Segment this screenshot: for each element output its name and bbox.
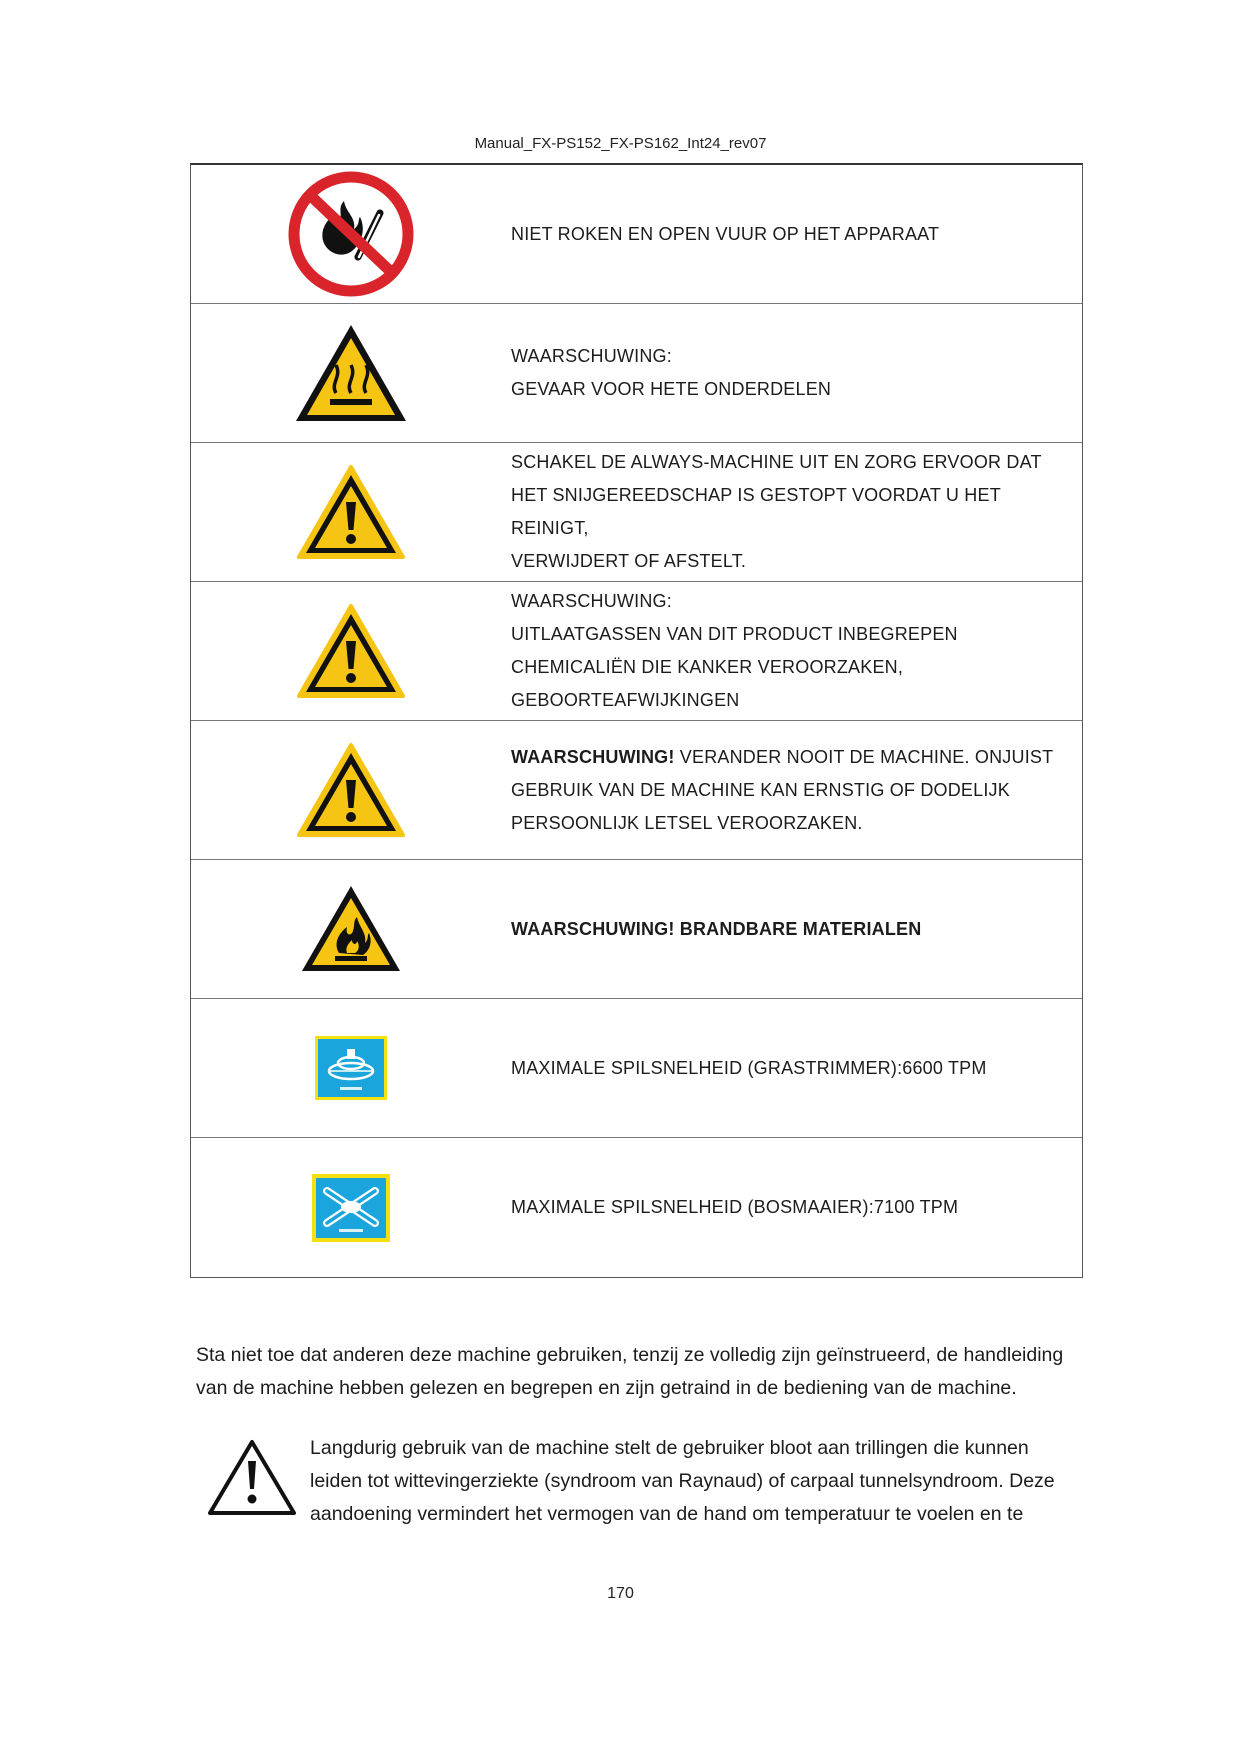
symbol-text-line: PERSOONLIJK LETSEL VEROORZAKEN. — [511, 812, 863, 833]
symbol-text — [511, 340, 1082, 406]
warning-outline-icon — [206, 1437, 298, 1519]
general-warning-icon — [296, 464, 406, 560]
symbol-row — [191, 860, 1082, 999]
symbol-text — [511, 1191, 1082, 1224]
symbol-text-line: MAXIMALE SPILSNELHEID (BOSMAAIER):7100 TPM — [511, 1197, 959, 1217]
symbol-row — [191, 582, 1082, 721]
paragraph-line: Sta niet toe dat anderen deze machine gebruiken, tenzij ze volledig zijn geïnstrueerd, de handleiding — [196, 1344, 1064, 1366]
symbol-text — [511, 446, 1082, 578]
warning-text-line: Langdurig gebruik van de machine stelt de gebruiker bloot aan trillingen die kunnen — [310, 1437, 1029, 1459]
symbol-text-line: WAARSCHUWING: — [511, 591, 672, 611]
symbol-text-line: NIET ROKEN EN OPEN VUUR OP HET APPARAAT — [511, 223, 940, 244]
symbol-text-line: UITLAATGASSEN VAN DIT PRODUCT INBEGREPEN — [511, 624, 958, 644]
symbol-icon-cell — [191, 860, 511, 998]
general-warning-icon — [296, 742, 406, 838]
symbol-text-line: GEBRUIK VAN DE MACHINE KAN ERNSTIG OF DODELIJK — [511, 779, 1010, 800]
symbol-icon-cell — [191, 999, 511, 1137]
symbol-text — [511, 585, 1082, 717]
symbol-row — [191, 443, 1082, 582]
symbol-icon-cell — [191, 443, 511, 581]
vibration-warning-text — [310, 1432, 1100, 1531]
symbol-text — [511, 741, 1082, 840]
symbol-row — [191, 999, 1082, 1138]
warning-text-line: aandoening vermindert het vermogen van de hand om temperatuur te voelen en te — [310, 1503, 1024, 1525]
warning-bold-label: WAARSCHUWING! — [511, 746, 675, 767]
symbol-text — [511, 218, 1082, 251]
general-warning-icon — [296, 603, 406, 699]
warning-text-line: leiden tot wittevingerziekte (syndroom van Raynaud) of carpaal tunnelsyndroom. Deze — [310, 1470, 1055, 1492]
symbol-text — [511, 913, 1082, 946]
symbol-text-line: VERWIJDERT OF AFSTELT. — [511, 551, 747, 571]
instruction-paragraph — [196, 1339, 1096, 1405]
symbol-text-line: CHEMICALIËN DIE KANKER VEROORZAKEN, — [511, 657, 904, 677]
symbol-row — [191, 721, 1082, 860]
symbol-text-line: HET SNIJGEREEDSCHAP IS GESTOPT VOORDAT U HET REINIGT, — [511, 485, 1001, 538]
symbol-row — [191, 1138, 1082, 1277]
symbol-text-line: GEBOORTEAFWIJKINGEN — [511, 690, 740, 710]
document-header: Manual_FX-PS152_FX-PS162_Int24_rev07 — [474, 135, 767, 152]
grass-trimmer-speed-icon — [314, 1035, 388, 1101]
warning-bold-label: WAARSCHUWING! BRANDBARE MATERIALEN — [511, 918, 922, 939]
symbol-text-line — [511, 913, 1070, 946]
symbol-row — [191, 165, 1082, 304]
symbol-text-line — [511, 741, 1070, 774]
symbol-text-run: VERANDER NOOIT DE MACHINE. ONJUIST — [674, 746, 1054, 767]
paragraph-line: van de machine hebben gelezen en begrepen en zijn getraind in de bediening van de machine. — [196, 1377, 1017, 1399]
safety-symbols-table — [190, 163, 1083, 1278]
symbol-icon-cell — [191, 721, 511, 859]
hot-surface-warning-icon — [292, 321, 410, 425]
symbol-text-line: MAXIMALE SPILSNELHEID (GRASTRIMMER):6600 TPM — [511, 1057, 987, 1078]
symbol-row — [191, 304, 1082, 443]
symbol-text-line: SCHAKEL DE ALWAYS-MACHINE UIT EN ZORG ERVOOR DAT — [511, 452, 1042, 472]
page-number: 170 — [607, 1585, 634, 1602]
symbol-icon-cell — [191, 304, 511, 442]
symbol-text-line: GEVAAR VOOR HETE ONDERDELEN — [511, 379, 832, 399]
no-smoking-no-fire-icon — [288, 171, 414, 297]
symbol-text — [511, 1052, 1082, 1085]
flammable-warning-icon — [299, 883, 403, 975]
symbol-text-line: WAARSCHUWING: — [511, 346, 672, 366]
brush-cutter-speed-icon — [311, 1173, 391, 1243]
symbol-icon-cell — [191, 582, 511, 720]
symbol-icon-cell — [191, 165, 511, 303]
symbol-icon-cell — [191, 1138, 511, 1277]
